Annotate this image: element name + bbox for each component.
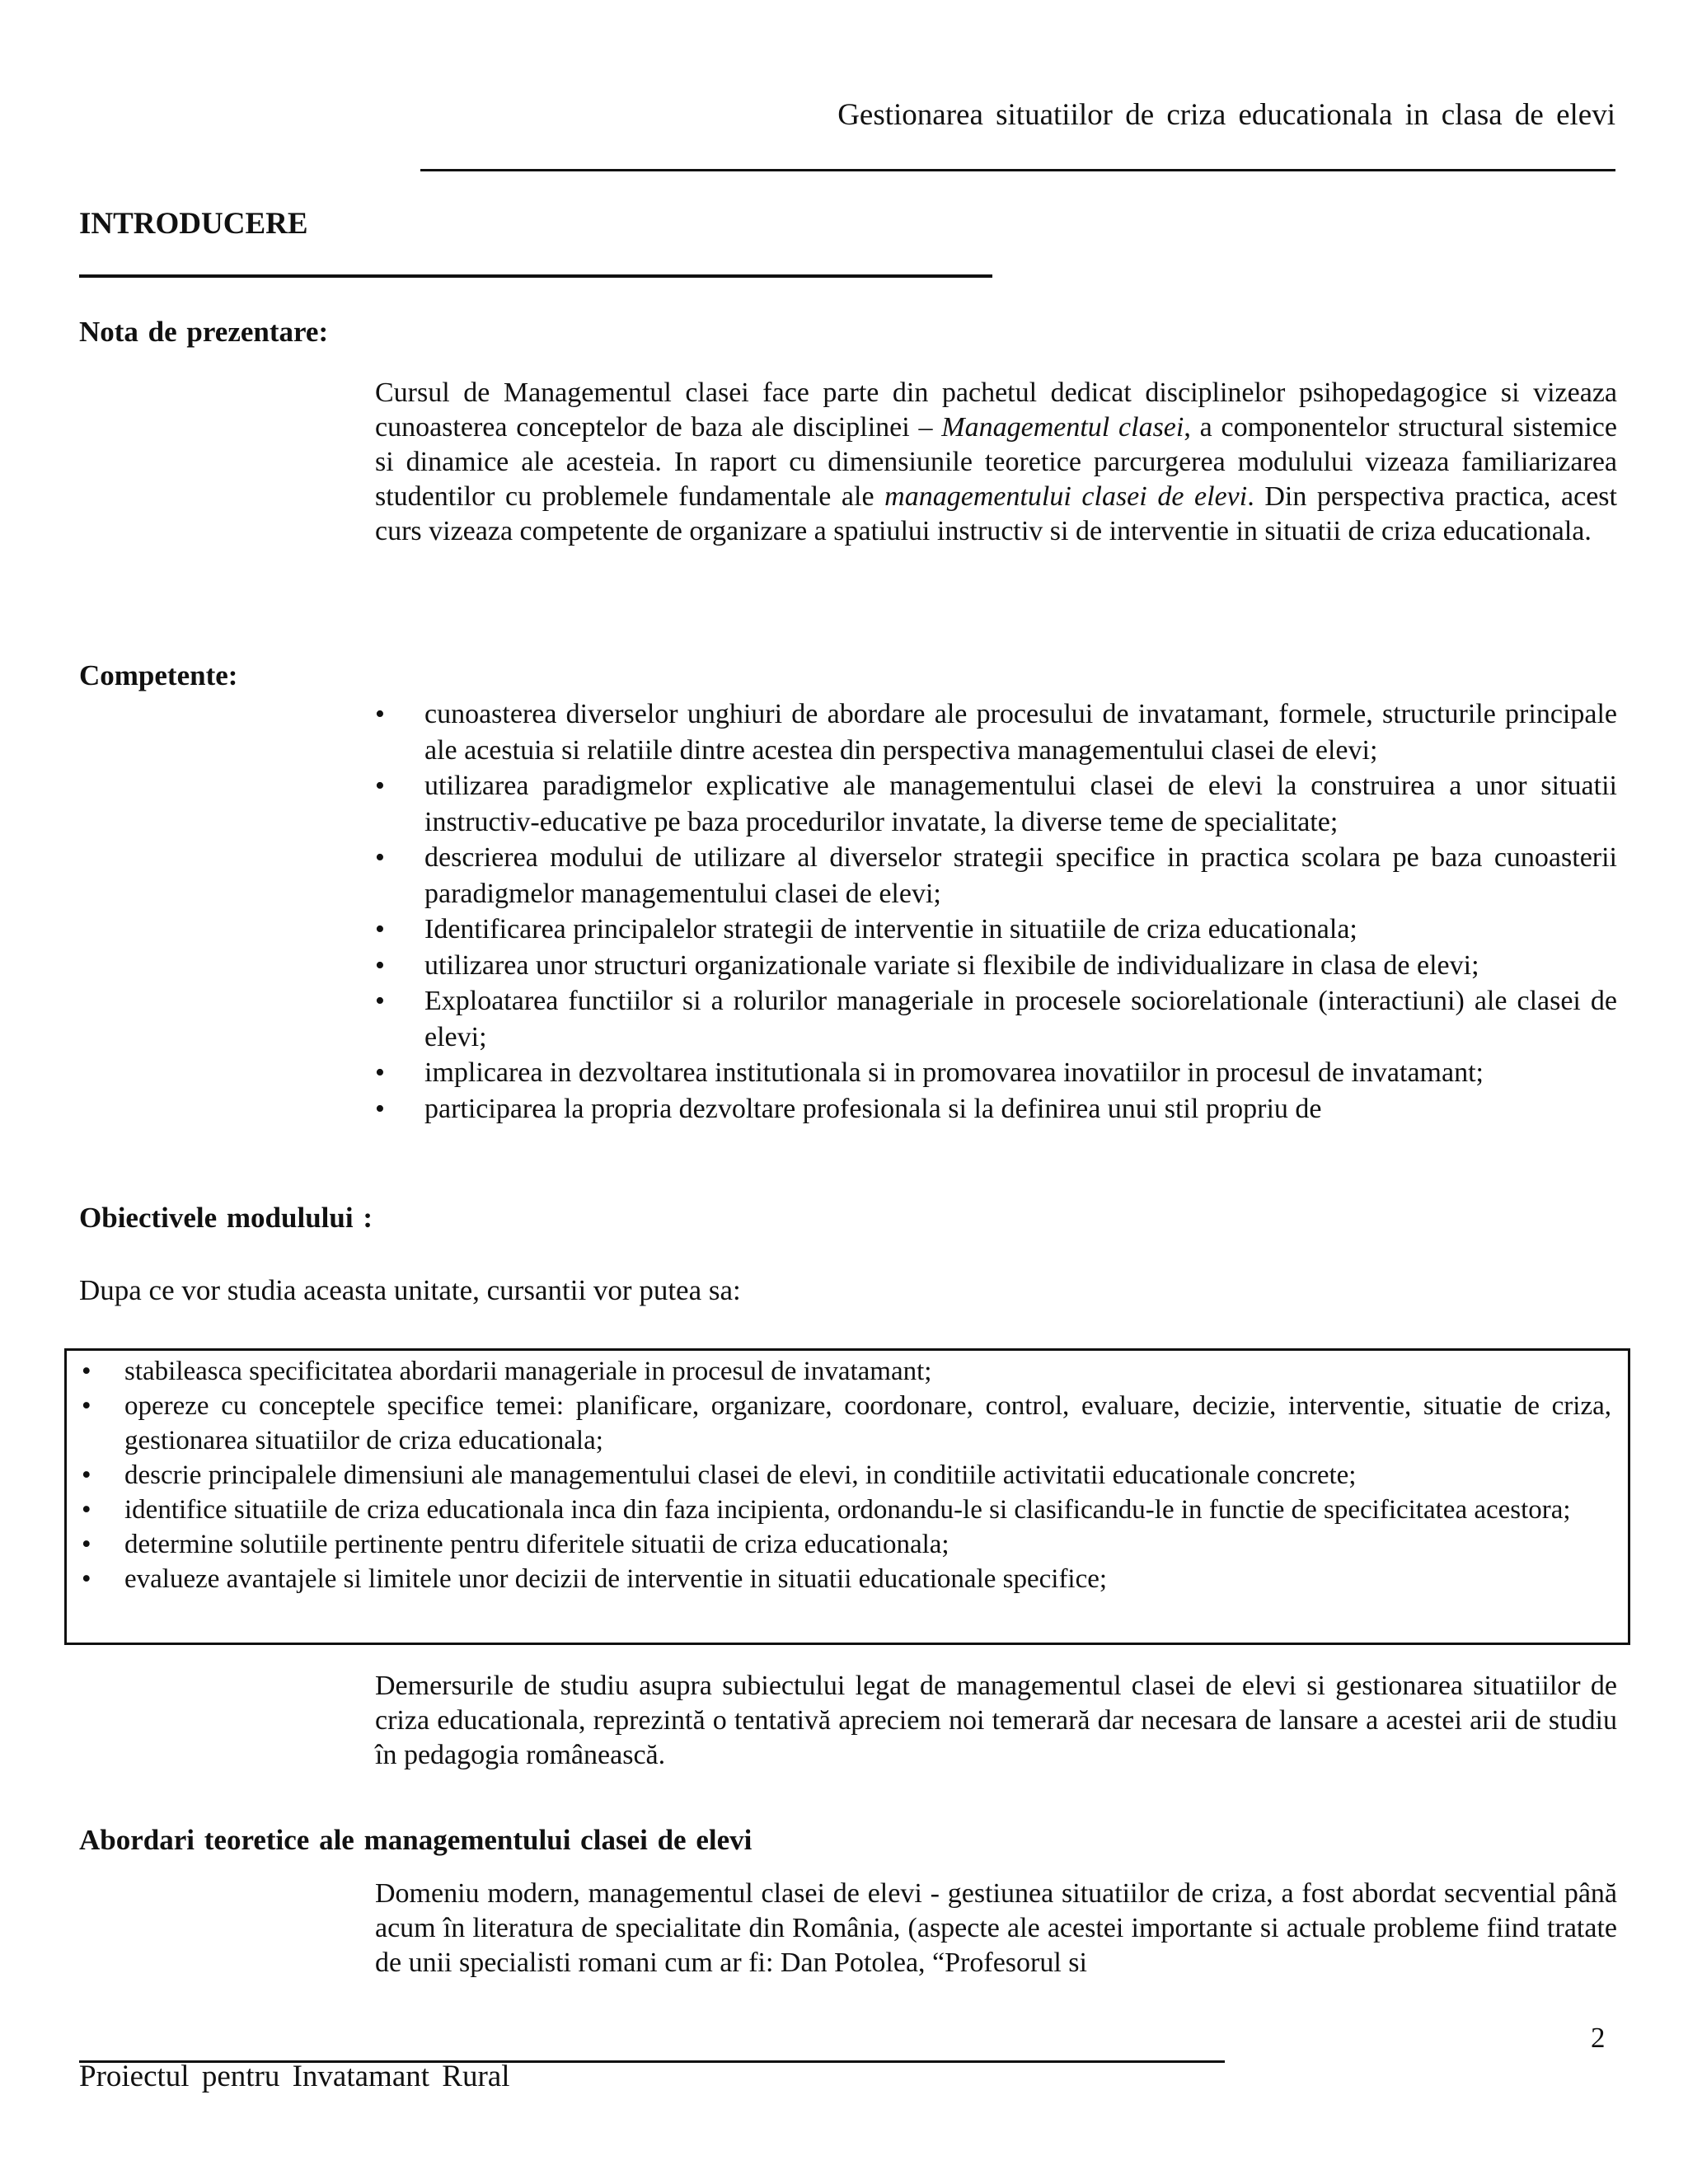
list-item: • cunoasterea diverselor unghiuri de abordare ale procesului de invatamant, formele, structurile principale ale acestuia si relatiile dintre acestea din perspectiva managementului clasei de elevi; (375, 696, 1617, 768)
list-item: • identifice situatiile de criza educationala inca din faza incipienta, ordonandu-le si clasificandu-le in functie de specificitatea acestora; (77, 1493, 1611, 1527)
obiective-label: Obiectivele modulului : (79, 1202, 373, 1234)
obiective-intro: Dupa ce vor studia aceasta unitate, cursantii vor putea sa: (79, 1274, 741, 1306)
list-item: • Exploatarea functiilor si a rolurilor manageriale in procesele sociorelationale (interactiuni) ale clasei de elevi; (375, 983, 1617, 1055)
list-item: • utilizarea paradigmelor explicative ale managementului clasei de elevi la construirea a unor situatii instructiv-educative pe baza procedurilor invatate, la diverse teme de specialitate; (375, 768, 1617, 840)
page-header-title: Gestionarea situatiilor de criza educationala in clasa de elevi (837, 98, 1615, 132)
competente-label: Competente: (79, 659, 238, 691)
introducere-underline (79, 274, 992, 278)
nota-text-part2: , a componentelor structural sistemice si dinamice ale acesteia. In raport cu dimensiunile teoretice parcurgerea modulului vizeaza familiarizarea studentilor cu problemele fundamentale ale (375, 412, 1617, 512)
nota-paragraph (375, 376, 1617, 549)
nota-label: Nota de prezentare: (79, 316, 329, 348)
list-item: • descrierea modului de utilizare al diverselor strategii specifice in practica scolara pe baza cunoasterii paradigmelor managementului clasei de elevi; (375, 840, 1617, 912)
page-number: 2 (1591, 2022, 1606, 2054)
section-heading-introducere: INTRODUCERE (79, 207, 308, 241)
abordari-paragraph: Domeniu modern, managementul clasei de elevi - gestiunea situatiilor de criza, a fost abordat secvential până acum în literatura de specialitate din România, (aspecte ale acestei importante si actuale probleme fiind tratate de unii specialisti romani cum ar fi: Dan Potolea, “Profesorul si (375, 1878, 1617, 1978)
list-item: • Identificarea principalelor strategii de interventie in situatiile de criza educationala; (375, 912, 1617, 948)
nota-italic-managementul-clasei: Managementul clasei (941, 412, 1184, 443)
obiective-list (77, 1354, 1611, 1596)
abordari-label: Abordari teoretice ale managementului clasei de elevi (79, 1824, 753, 1856)
demersuri-paragraph: Demersurile de studiu asupra subiectului legat de managementul clasei de elevi si gestionarea situatiilor de criza educationala, reprezintă o tentativă apreciem noi temerară dar necesara de lansare a acestei arii de studiu în pedagogia românească. (375, 1671, 1617, 1770)
nota-text-part1: Cursul de Managementul clasei face parte din pachetul dedicat disciplinelor psihopedagogice si vizeaza cunoasterea conceptelor de baza ale disciplinei – (375, 377, 1617, 443)
obiective-box (64, 1348, 1630, 1645)
footer-text: Proiectul pentru Invatamant Rural (79, 2060, 510, 2093)
list-item: • descrie principalele dimensiuni ale managementului clasei de elevi, in conditiile activitatii educationale concrete; (77, 1458, 1611, 1493)
nota-text-part3: . Din perspectiva practica, acest curs vizeaza competente de organizare a spatiului instructiv si de interventie in situatii de criza educationala. (375, 481, 1617, 546)
list-item: • opereze cu conceptele specifice temei: planificare, organizare, coordonare, control, evaluare, decizie, interventie, situatie de criza, gestionarea situatiilor de criza educationala; (77, 1389, 1611, 1458)
list-item: • determine solutiile pertinente pentru diferitele situatii de criza educationala; (77, 1527, 1611, 1562)
list-item: • utilizarea unor structuri organizationale variate si flexibile de individualizare in clasa de elevi; (375, 948, 1617, 984)
list-item: • stabileasca specificitatea abordarii manageriale in procesul de invatamant; (77, 1354, 1611, 1389)
list-item: • participarea la propria dezvoltare profesionala si la definirea unui stil propriu de (375, 1091, 1617, 1127)
list-item: • evalueze avantajele si limitele unor decizii de interventie in situatii educationale specifice; (77, 1562, 1611, 1596)
competente-list (375, 696, 1617, 1127)
list-item: • implicarea in dezvoltarea institutionala si in promovarea inovatiilor in procesul de invatamant; (375, 1055, 1617, 1091)
nota-italic-managementului-clasei: managementului clasei de elevi (884, 481, 1248, 512)
header-divider (420, 169, 1615, 171)
